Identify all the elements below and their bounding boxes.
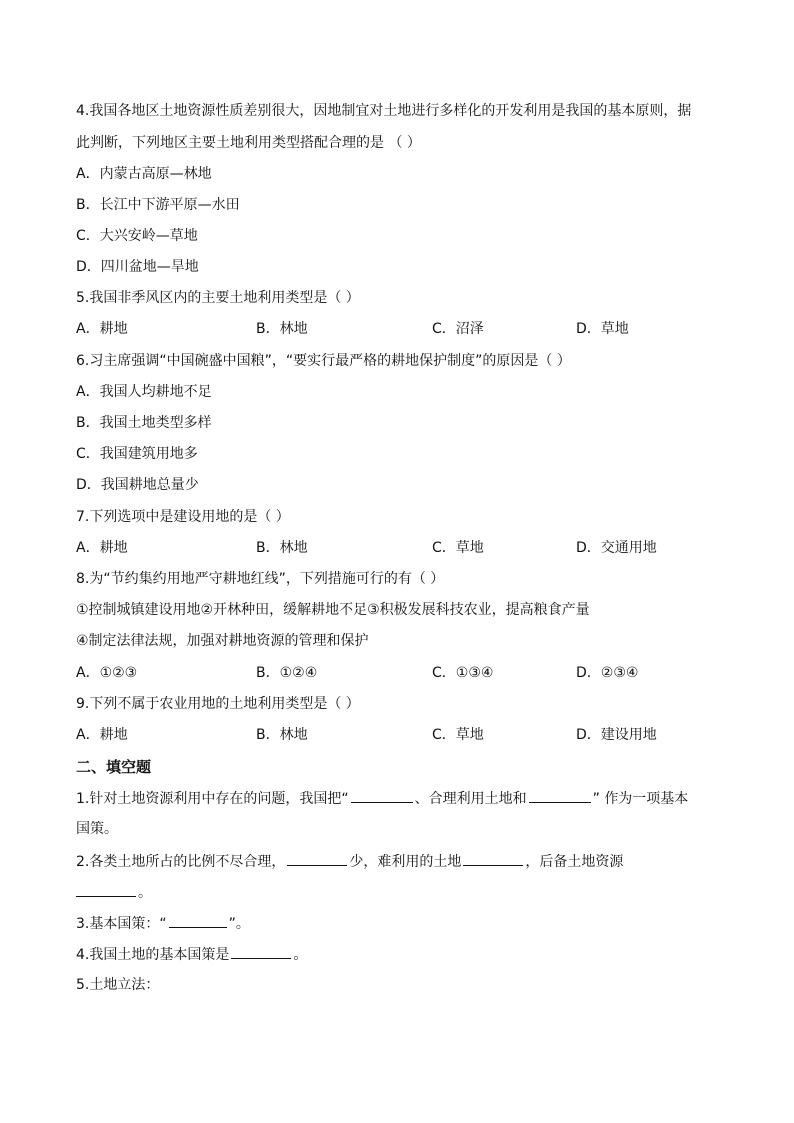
fill-1-text-a: 1.针对土地资源利用中存在的问题，我国把“ <box>76 791 349 807</box>
fill-2-blank-2[interactable] <box>463 851 523 866</box>
fill-4-blank[interactable] <box>231 944 291 959</box>
q9-option-b: B．林地 <box>256 727 308 743</box>
q8-items-line2: ④制定法律法规，加强对耕地资源的管理和保护 <box>76 633 369 649</box>
q7-option-c: C．草地 <box>432 540 484 556</box>
fill-1-text-b: 、合理利用土地和 <box>414 791 527 807</box>
q6-option-b: B．我国土地类型多样 <box>76 415 212 431</box>
q4-stem-line2: 此判断，下列地区主要土地利用类型搭配合理的是 （ ） <box>76 135 421 151</box>
fill-4-text-a: 4.我国土地的基本国策是 <box>76 947 230 963</box>
fill-3-blank[interactable] <box>169 913 227 928</box>
fill-1-blank-2[interactable] <box>529 788 591 803</box>
q9-option-d: D．建设用地 <box>576 727 657 743</box>
q6-stem: 6.习主席强调“中国碗盛中国粮”，“要实行最严格的耕地保护制度”的原因是（ ） <box>76 353 571 369</box>
fill-4-text-b: 。 <box>293 947 308 963</box>
fill-4-line <box>76 944 307 965</box>
fill-2-text-c: ，后备土地资源 <box>525 854 624 870</box>
q8-stem: 8.为“节约集约用地严守耕地红线”，下列措施可行的有（ ） <box>76 571 445 587</box>
q5-option-b: B．林地 <box>256 321 308 337</box>
q8-option-b: B．①②④ <box>256 665 318 681</box>
fill-1-text-c: ” 作为一项基本 <box>592 791 689 807</box>
q8-option-a: A．①②③ <box>76 665 138 681</box>
section-fill-blank-heading: 二、填空题 <box>76 758 152 776</box>
fill-1-blank-1[interactable] <box>351 788 413 803</box>
fill-3-line <box>76 913 250 934</box>
fill-2-line2 <box>76 882 152 903</box>
q8-option-d: D．②③④ <box>576 665 639 681</box>
fill-2-text-b: 少，难利用的土地 <box>349 854 462 870</box>
q5-stem: 5.我国非季风区内的主要土地利用类型是（ ） <box>76 290 360 306</box>
q5-option-a: A．耕地 <box>76 321 128 337</box>
fill-3-text-b: ”。 <box>228 916 250 932</box>
q7-stem: 7.下列选项中是建设用地的是（ ） <box>76 509 290 525</box>
q7-option-d: D．交通用地 <box>576 540 657 556</box>
q9-option-a: A．耕地 <box>76 727 128 743</box>
q6-option-d: D．我国耕地总量少 <box>76 477 199 493</box>
q8-items-line1: ①控制城镇建设用地②开林种田，缓解耕地不足③积极发展科技农业，提高粮食产量 <box>76 602 590 618</box>
q9-option-c: C．草地 <box>432 727 484 743</box>
q9-stem: 9.下列不属于农业用地的土地利用类型是（ ） <box>76 696 360 712</box>
fill-2-text-a: 2.各类土地所占的比例不尽合理， <box>76 854 286 870</box>
q5-option-d: D．草地 <box>576 321 629 337</box>
q6-option-c: C．我国建筑用地多 <box>76 446 198 462</box>
q7-option-a: A．耕地 <box>76 540 128 556</box>
q4-option-a: A．内蒙古高原—林地 <box>76 166 212 182</box>
fill-1-line2: 国策。 <box>76 821 118 837</box>
q7-option-b: B．林地 <box>256 540 308 556</box>
q4-stem-line1: 4.我国各地区土地资源性质差别很大，因地制宜对土地进行多样化的开发利用是我国的基本原则，据 <box>76 103 692 119</box>
fill-2-text-d: 。 <box>138 885 152 901</box>
fill-5-line: 5.土地立法： <box>76 977 160 993</box>
q8-option-c: C．①③④ <box>432 665 494 681</box>
q5-option-c: C．沼泽 <box>432 321 484 337</box>
fill-1-line1 <box>76 788 688 809</box>
fill-2-blank-3[interactable] <box>76 882 136 897</box>
q4-option-c: C．大兴安岭—草地 <box>76 228 198 244</box>
fill-2-blank-1[interactable] <box>287 851 347 866</box>
q4-option-d: D．四川盆地—旱地 <box>76 259 199 275</box>
q6-option-a: A．我国人均耕地不足 <box>76 384 212 400</box>
fill-2-line1 <box>76 851 623 872</box>
fill-3-text-a: 3.基本国策：“ <box>76 916 167 932</box>
q4-option-b: B．长江中下游平原—水田 <box>76 197 240 213</box>
